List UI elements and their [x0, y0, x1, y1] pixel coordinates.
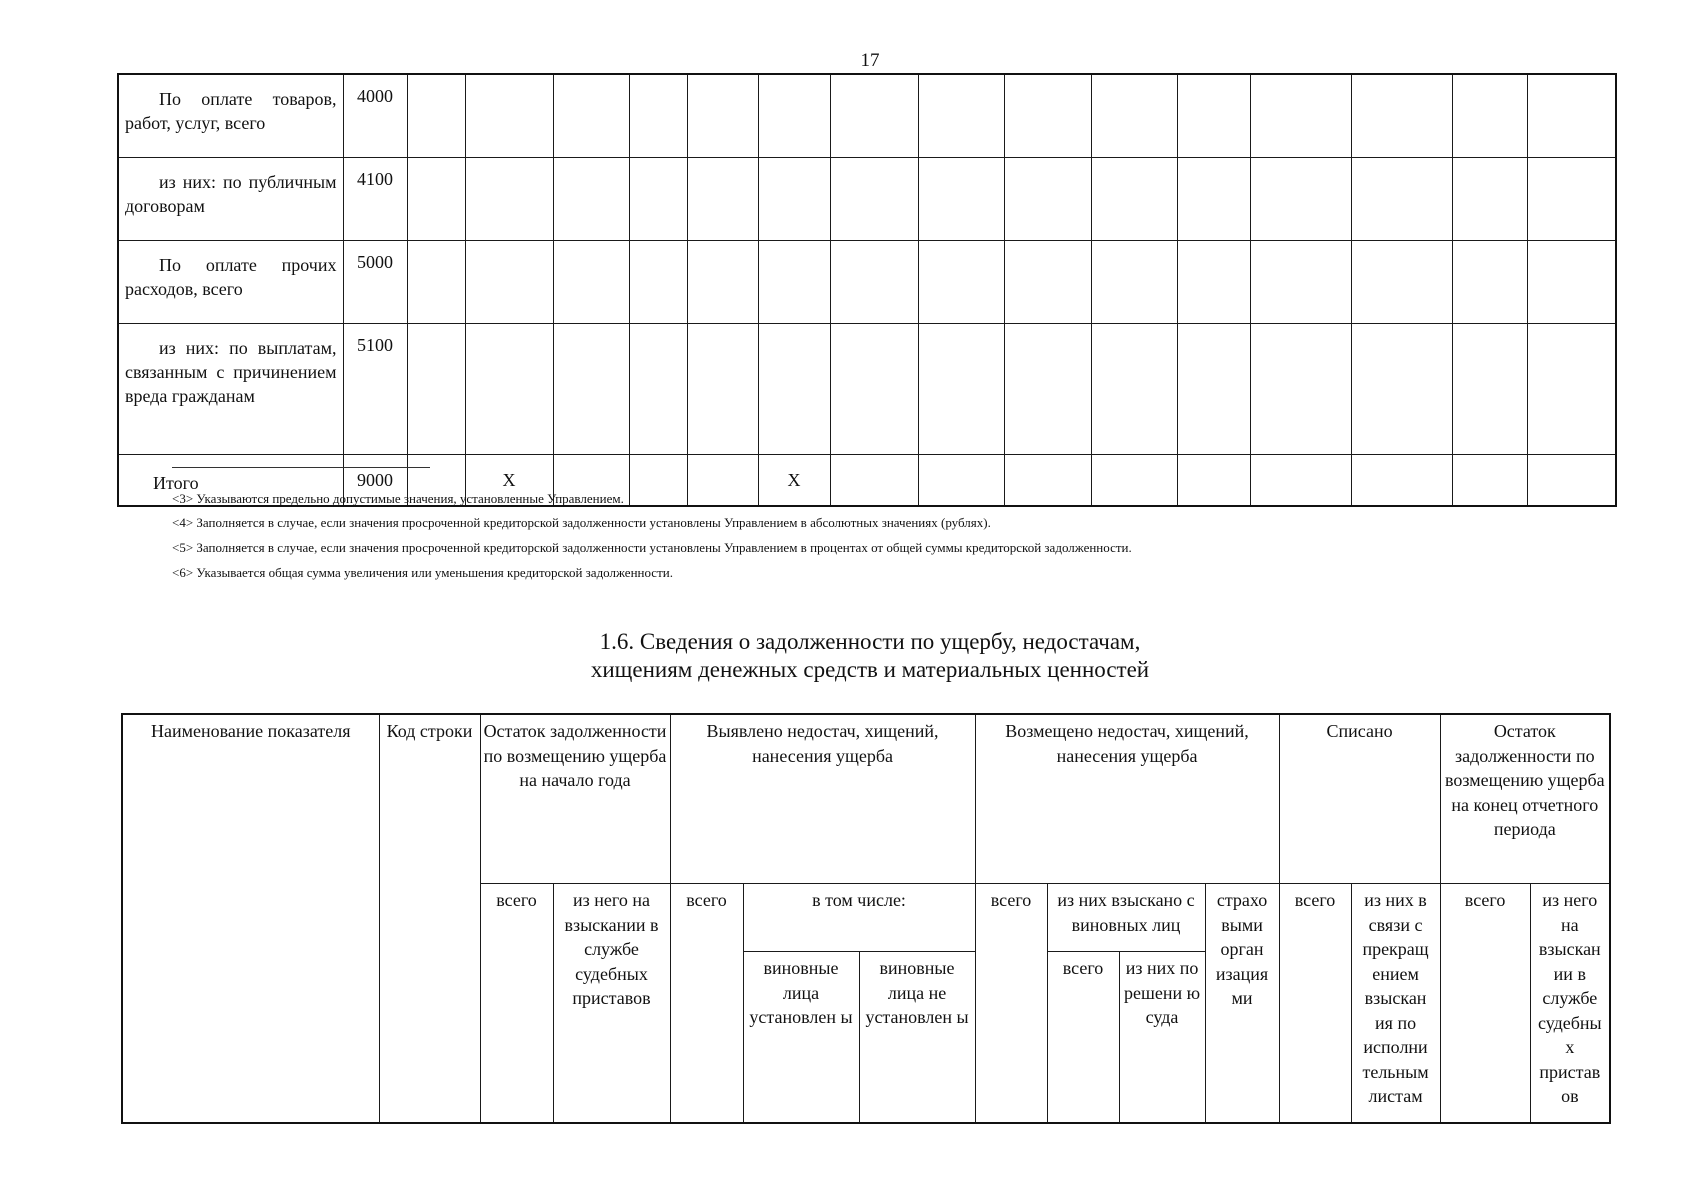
row-name: По оплате товаров, работ, услуг, всего	[125, 89, 337, 133]
recovered-insurance: страхо выми орган изация ми	[1205, 884, 1279, 1124]
footnote-divider	[172, 467, 430, 468]
written-off-total: всего	[1279, 884, 1351, 1124]
found-guilty-known: виновные лица установлен ы	[743, 952, 859, 1124]
recovered-total: всего	[975, 884, 1047, 1124]
table-row	[118, 158, 1616, 241]
row-code: 5100	[343, 324, 407, 455]
footnote-6: <6> Указывается общая сумма увеличения или уменьшения кредиторской задолженности.	[172, 565, 673, 580]
total-code: 9000	[343, 455, 407, 507]
row-code: 4000	[343, 74, 407, 158]
table-row	[118, 241, 1616, 324]
header-found: Выявлено недостач, хищений, нанесения ущерба	[670, 714, 975, 884]
header-recovered: Возмещено недостач, хищений, нанесения ущерба	[975, 714, 1279, 884]
row-code: 5000	[343, 241, 407, 324]
x-mark: X	[465, 455, 553, 507]
recovered-guilty-court: из них по решени ю суда	[1119, 952, 1205, 1124]
row-name: из них: по публичным договорам	[125, 172, 337, 216]
section-title-line1: 1.6. Сведения о задолженности по ущербу, недостачам,	[599, 629, 1141, 654]
damage-debt-table	[121, 713, 1611, 1124]
end-total: всего	[1440, 884, 1530, 1124]
row-name: По оплате прочих расходов, всего	[125, 255, 337, 299]
footnote-5: <5> Заполняется в случае, если значения просроченной кредиторской задолженности установлены Управлением в процентах от общей суммы кредиторской задолженности.	[172, 540, 1132, 555]
header-name: Наименование показателя	[122, 714, 379, 1123]
header-start-balance: Остаток задолженности по возмещению ущерба на начало года	[480, 714, 670, 884]
footnote-3: <3> Указываются предельно допустимые значения, установленные Управлением.	[172, 491, 624, 506]
row-name: из них: по выплатам, связанным с причинением вреда гражданам	[125, 338, 337, 406]
table-row	[118, 74, 1616, 158]
recovered-guilty-total: всего	[1047, 952, 1119, 1124]
found-total: всего	[670, 884, 743, 1124]
total-label: Итого	[118, 455, 343, 507]
header-written-off: Списано	[1279, 714, 1440, 884]
table-row	[118, 324, 1616, 455]
x-mark: X	[758, 455, 830, 507]
header-code: Код строки	[379, 714, 480, 1123]
row-code: 4100	[343, 158, 407, 241]
written-off-terminated: из них в связи с прекращ ением взыскан ия по исполни тельным листам	[1351, 884, 1440, 1124]
end-bailiff: из него на взыскан ии в службе судебны х пристав ов	[1530, 884, 1610, 1124]
start-bailiff: из него на взыскании в службе судебных приставов	[553, 884, 670, 1124]
footnote-4: <4> Заполняется в случае, если значения просроченной кредиторской задолженности установлены Управлением в абсолютных значениях (рублях).	[172, 515, 991, 530]
found-including: в том числе:	[743, 884, 975, 952]
found-guilty-unknown: виновные лица не установлен ы	[859, 952, 975, 1124]
header-end-balance: Остаток задолженности по возмещению ущерба на конец отчетного периода	[1440, 714, 1610, 884]
start-total: всего	[480, 884, 553, 1124]
creditor-debt-table	[117, 73, 1617, 507]
section-title	[0, 628, 1697, 684]
section-title-line2: хищениям денежных средств и материальных ценностей	[590, 657, 1150, 682]
recovered-from-guilty: из них взыскано с виновных лиц	[1047, 884, 1205, 952]
page-number: 17	[860, 50, 880, 71]
